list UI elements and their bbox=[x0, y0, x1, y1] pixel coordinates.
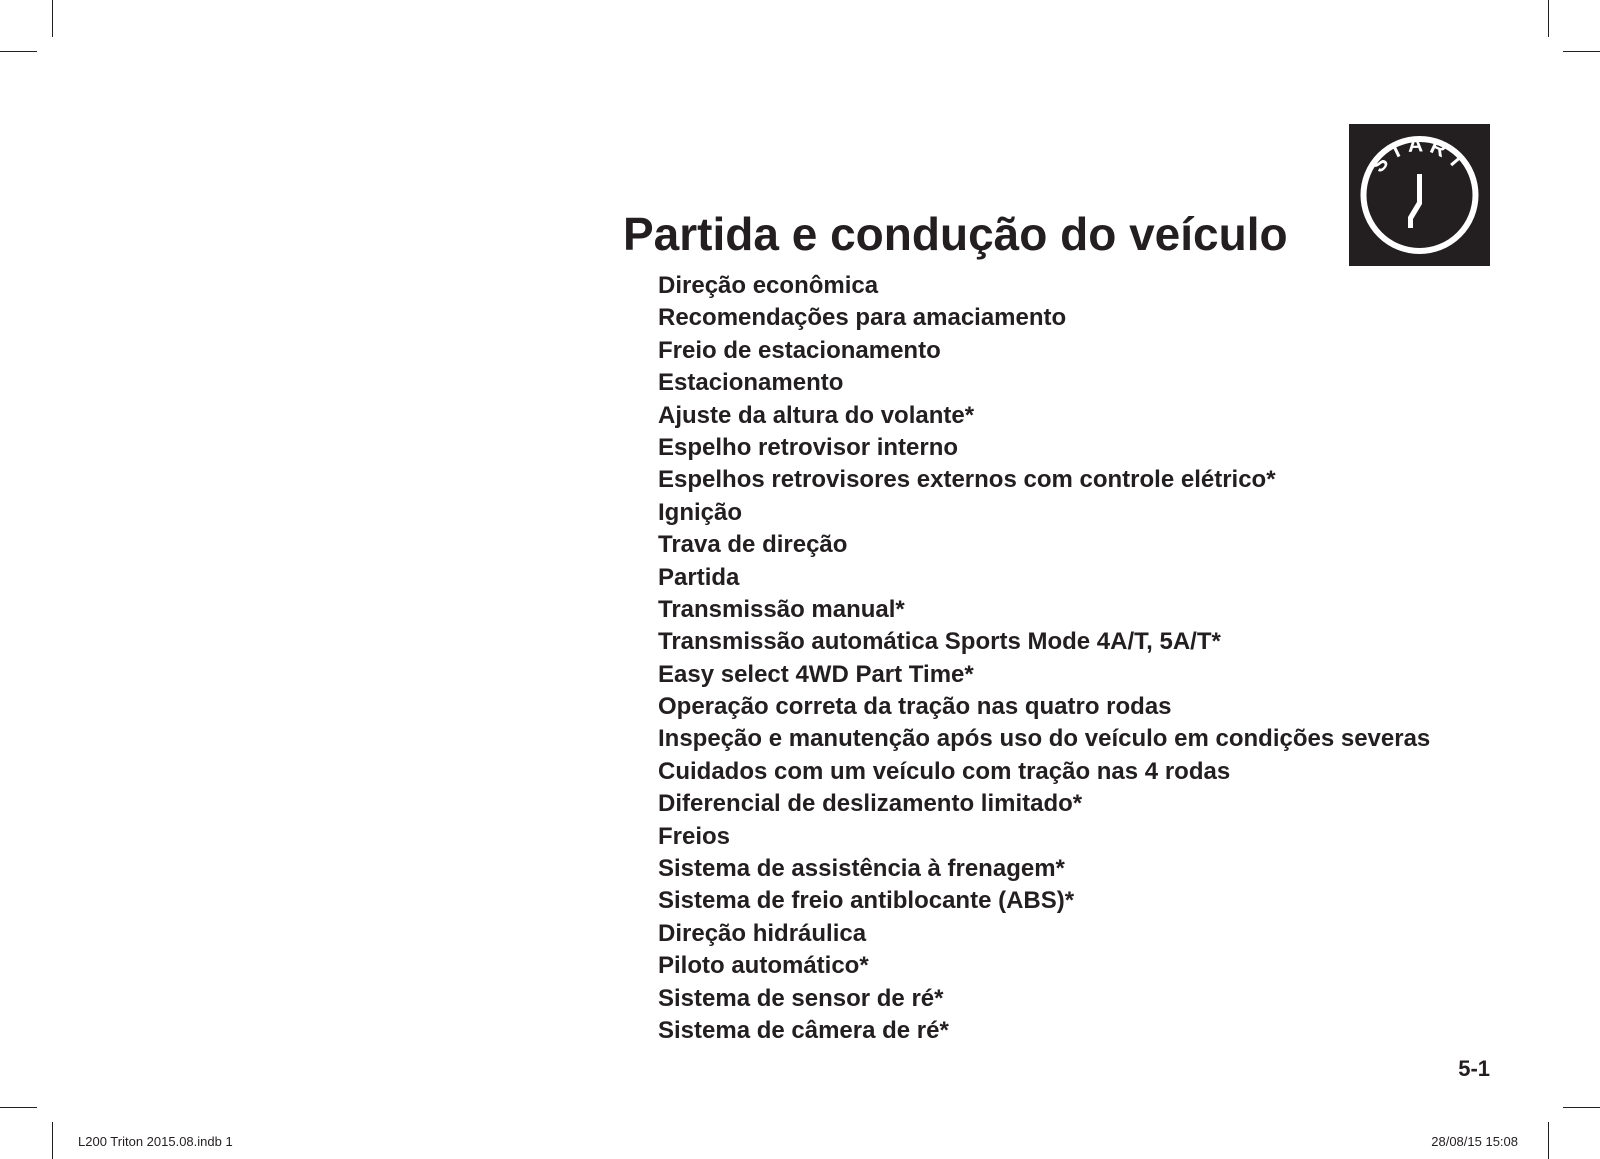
slug-timestamp: 28/08/15 15:08 bbox=[1431, 1134, 1518, 1149]
table-of-contents bbox=[658, 270, 1430, 1047]
toc-item: Easy select 4WD Part Time* bbox=[658, 660, 974, 688]
slug-filename: L200 Triton 2015.08.indb 1 bbox=[78, 1134, 233, 1149]
toc-item: Espelho retrovisor interno bbox=[658, 433, 959, 461]
toc-item: Trava de direção bbox=[658, 531, 848, 559]
toc-item: Espelhos retrovisores externos com controle elétrico* bbox=[658, 466, 1276, 494]
toc-item: Transmissão manual* bbox=[658, 595, 905, 623]
toc-item: Direção hidráulica bbox=[658, 919, 867, 947]
toc-item: Freios bbox=[658, 822, 731, 850]
crop-mark bbox=[1563, 51, 1600, 52]
toc-item: Inspeção e manutenção após uso do veículo em condições severas bbox=[658, 725, 1431, 753]
toc-item: Partida bbox=[658, 563, 740, 591]
crop-mark bbox=[1548, 1122, 1549, 1159]
toc-item: Sistema de sensor de ré* bbox=[658, 984, 944, 1012]
crop-mark bbox=[0, 1107, 37, 1108]
toc-item: Freio de estacionamento bbox=[658, 336, 941, 364]
toc-item: Recomendações para amaciamento bbox=[658, 304, 1067, 332]
crop-mark bbox=[52, 1122, 53, 1159]
page-number: 5-1 bbox=[1458, 1056, 1490, 1081]
toc-item: Cuidados com um veículo com tração nas 4 rodas bbox=[658, 757, 1231, 785]
toc-item: Piloto automático* bbox=[658, 952, 869, 980]
crop-mark bbox=[1548, 0, 1549, 37]
toc-item: Ajuste da altura do volante* bbox=[658, 401, 975, 429]
svg-text:START: START bbox=[1366, 133, 1473, 178]
toc-item: Estacionamento bbox=[658, 369, 844, 397]
toc-item: Diferencial de deslizamento limitado* bbox=[658, 790, 1083, 818]
toc-item: Operação correta da tração nas quatro rodas bbox=[658, 693, 1172, 721]
crop-mark bbox=[1563, 1107, 1600, 1108]
toc-item: Ignição bbox=[658, 498, 743, 526]
toc-item: Transmissão automática Sports Mode 4A/T, 5A/T* bbox=[658, 628, 1221, 656]
toc-item: Sistema de assistência à frenagem* bbox=[658, 855, 1065, 883]
crop-mark bbox=[0, 51, 37, 52]
page-title: Partida e condução do veículo bbox=[623, 208, 1288, 260]
crop-mark bbox=[52, 0, 53, 37]
start-key-icon bbox=[1349, 124, 1490, 266]
toc-item: Direção econômica bbox=[658, 272, 879, 299]
toc-item: Sistema de câmera de ré* bbox=[658, 1016, 949, 1044]
toc-item: Sistema de freio antiblocante (ABS)* bbox=[658, 887, 1075, 915]
